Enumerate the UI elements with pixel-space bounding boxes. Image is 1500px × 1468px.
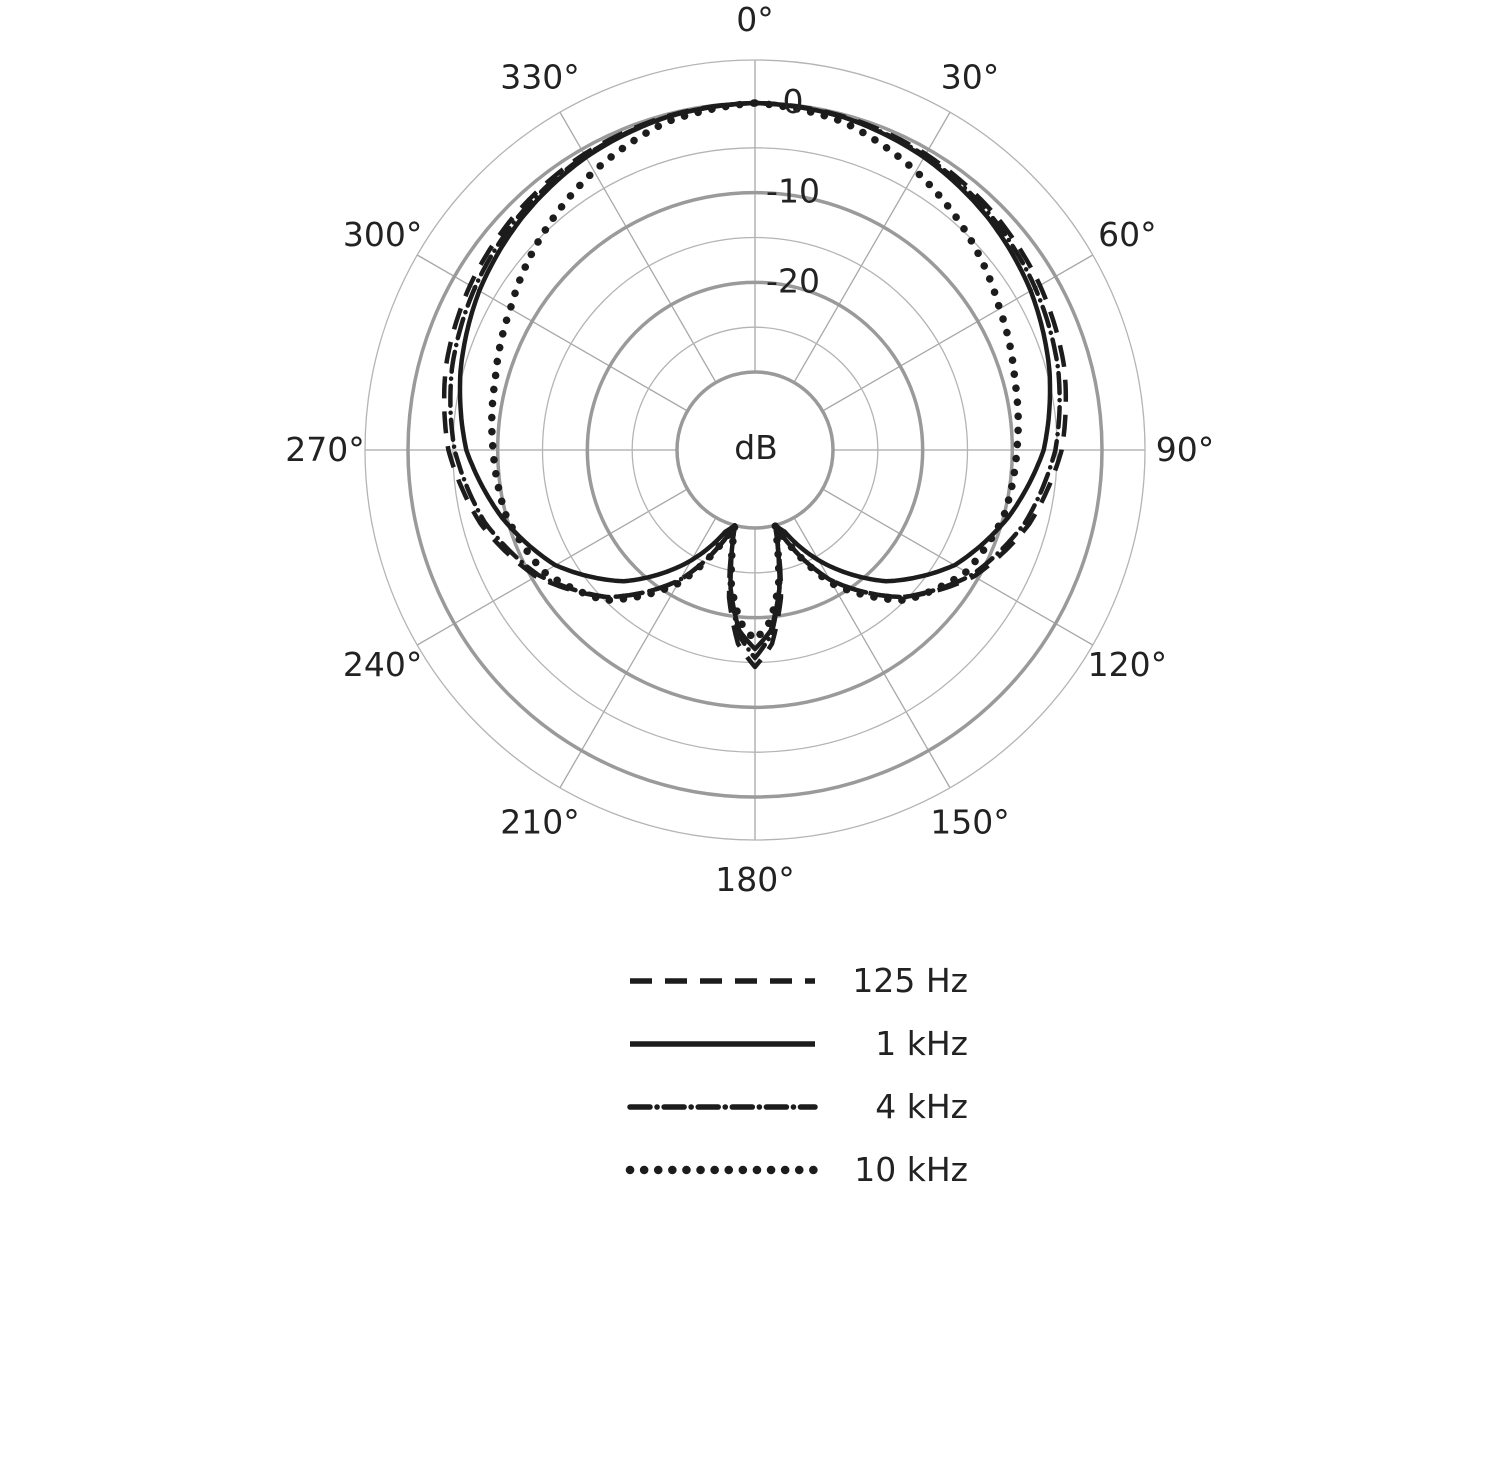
legend-label-1: 1 kHz bbox=[875, 1024, 968, 1063]
angle-label-330: 330° bbox=[500, 57, 580, 97]
angle-label-300: 300° bbox=[342, 215, 423, 254]
ring-label--10: -10 bbox=[766, 171, 820, 211]
angle-label-30: 30° bbox=[940, 57, 1000, 97]
legend-label-0: 125 Hz bbox=[852, 961, 968, 1000]
angle-label-90: 90° bbox=[1155, 430, 1215, 469]
angle-label-270: 270° bbox=[285, 430, 365, 469]
angle-label-120: 120° bbox=[1087, 645, 1168, 684]
angle-label-60: 60° bbox=[1098, 215, 1157, 254]
ring-label-0: 0 bbox=[782, 82, 804, 121]
ring-label--20: -20 bbox=[766, 261, 820, 301]
angle-label-240: 240° bbox=[342, 645, 423, 684]
angle-label-180: 180° bbox=[715, 860, 795, 899]
legend bbox=[630, 961, 968, 1189]
angle-label-0: 0° bbox=[736, 0, 774, 39]
angle-label-150: 150° bbox=[930, 802, 1010, 842]
legend-label-3: 10 kHz bbox=[854, 1150, 968, 1189]
angle-label-210: 210° bbox=[500, 802, 580, 842]
center-unit-label: dB bbox=[734, 428, 778, 467]
legend-label-2: 4 kHz bbox=[875, 1087, 968, 1126]
